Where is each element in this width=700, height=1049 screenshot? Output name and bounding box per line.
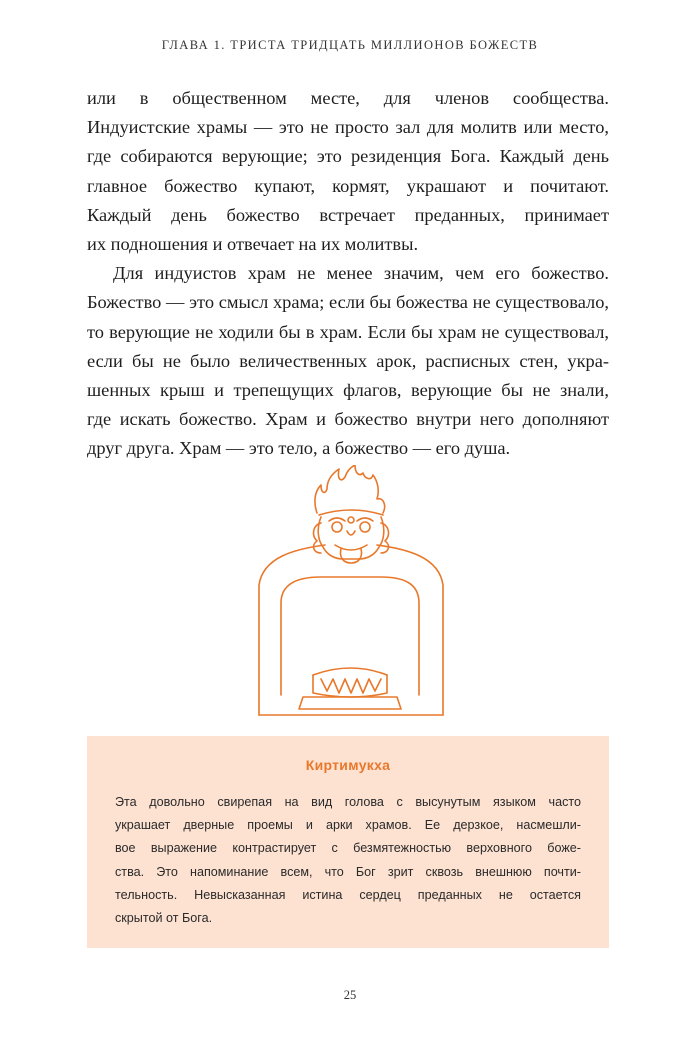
body-line: где искать божество. Храм и божество внутри него дополняют (87, 409, 609, 430)
body-line: где собираются верующие; это резиденция Бога. Каждый день (87, 146, 609, 167)
third-eye (348, 517, 354, 523)
sidebar-title: Киртимукха (305, 757, 391, 773)
arch-inner (281, 577, 419, 695)
sidebar-line: Эта довольно свирепая на вид голова с высунутым языком часто (115, 795, 581, 809)
body-text (87, 84, 609, 464)
page-number: 25 (343, 988, 357, 1002)
shrine-base (299, 697, 401, 709)
body-line: Каждый день божество встречает преданных, принимает (87, 204, 609, 225)
sidebar-text (115, 791, 581, 930)
eye-left (332, 522, 342, 532)
arch-outer (259, 545, 325, 715)
body-line: главное божество купают, кормят, украшают и почитают. (87, 175, 609, 196)
body-line: то верующие не ходили бы в храм. Если бы храм не существовал, (87, 321, 609, 342)
sidebar-line: тельность. Невысказанная истина сердец преданных не остается (115, 887, 581, 902)
body-line: друг друга. Храм — это тело, а божество — его душа. (87, 438, 511, 459)
brow (329, 518, 373, 521)
mane-right (381, 523, 388, 553)
sidebar-line: скрытой от Бога. (115, 911, 213, 926)
shrine-top (313, 668, 387, 675)
nose (347, 531, 355, 535)
kirtimukha-illustration (255, 465, 447, 720)
body-line: Божество — это смысл храма; если бы божества не существовало, (87, 292, 609, 313)
sidebar-line: украшает дверные проемы и арки храмов. Ее дерзкое, насмешли- (115, 818, 581, 833)
sidebar-line: вое выражение контрастирует с безмятежностью верховного боже- (115, 841, 581, 856)
eye-right (360, 522, 370, 532)
tongue (340, 549, 361, 563)
sidebar-line: ства. Это напоминание всем, что Бог зрит сквозь внешнюю почти- (115, 864, 581, 879)
body-line: или в общественном месте, для членов сообщества. (87, 88, 609, 108)
crown-band (319, 510, 383, 515)
mane-left (314, 523, 321, 553)
body-line: их подношения и отвечает на их молитвы. (87, 234, 419, 255)
body-line: шенных крыш и трепещущих флагов, верующие бы не знали, (87, 380, 609, 401)
body-line: Индуистские храмы — это не просто зал для молитв или место, (87, 117, 609, 138)
shrine-pattern (321, 679, 381, 693)
running-head: ГЛАВА 1. ТРИСТА ТРИДЦАТЬ МИЛЛИОНОВ БОЖЕСТВ (161, 38, 539, 52)
body-line: если бы не было величественных арок, расписных стен, укра- (87, 350, 609, 371)
crown-flames (315, 465, 385, 513)
mouth (335, 545, 367, 550)
body-line: Для индуистов храм не менее значим, чем его божество. (113, 263, 609, 284)
sidebar-box (87, 736, 609, 948)
